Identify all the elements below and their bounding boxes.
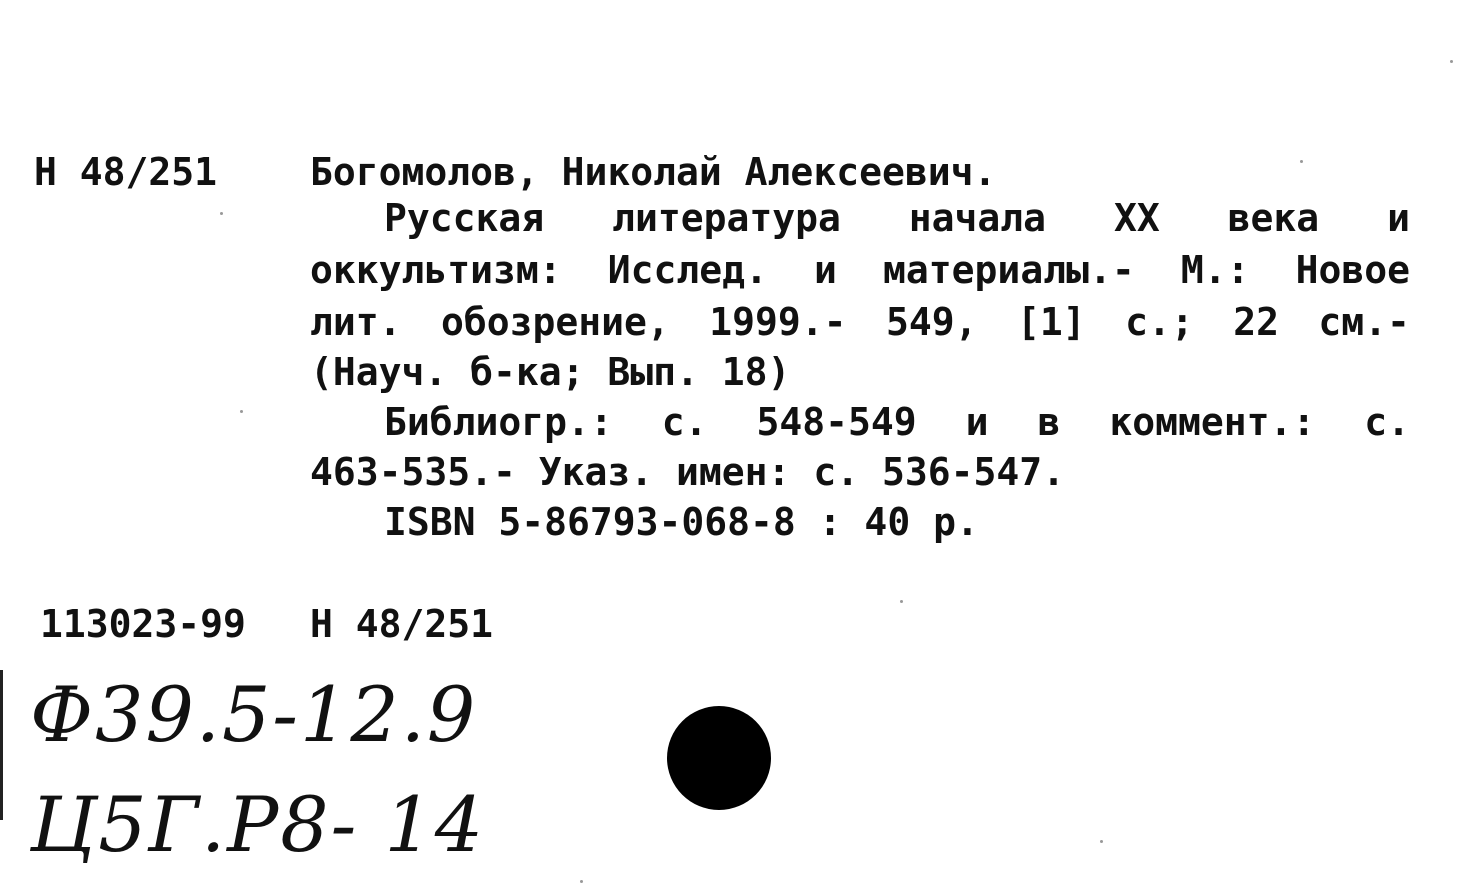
imprint-word: 1999.-	[709, 300, 847, 344]
title-word: Новое	[1295, 248, 1410, 292]
bibliography-note-line-1	[384, 396, 1410, 448]
note-word: коммент.:	[1109, 400, 1316, 444]
note-word: с.	[1364, 400, 1410, 444]
isbn-price: ISBN 5-86793-068-8 : 40 р.	[384, 500, 979, 544]
handwritten-classification: Ф39.5-12.9	[30, 670, 478, 759]
title-word: оккультизм:	[310, 248, 562, 292]
title-line-1	[384, 192, 1410, 244]
title-word: и	[814, 248, 837, 292]
imprint-word: с.;	[1125, 300, 1194, 344]
note-word: 548-549	[756, 400, 917, 444]
bibliography-note-line-2: 463-535.- Указ. имен: с. 536-547.	[310, 450, 1065, 494]
title-line-2	[310, 244, 1410, 296]
imprint-word: 22	[1233, 300, 1279, 344]
scan-speck	[1100, 840, 1103, 843]
title-word: материалы.-	[883, 248, 1135, 292]
note-word: и	[965, 400, 989, 444]
imprint-word: см.-	[1318, 300, 1410, 344]
scan-speck	[240, 410, 243, 413]
scan-speck	[900, 600, 903, 603]
title-word: XX	[1113, 196, 1160, 240]
punch-hole	[667, 706, 771, 810]
title-word: века	[1227, 196, 1320, 240]
note-word: в	[1037, 400, 1061, 444]
title-word: Исслед.	[607, 248, 768, 292]
imprint-line	[310, 296, 1410, 348]
series-note: (Науч. б-ка; Вып. 18)	[310, 350, 791, 394]
scan-speck	[580, 880, 583, 883]
imprint-word: обозрение,	[440, 300, 670, 344]
call-number-bottom: Н 48/251	[310, 602, 494, 646]
title-word: М.:	[1180, 248, 1250, 292]
title-word: начала	[908, 196, 1047, 240]
title-word: Русская	[384, 196, 545, 240]
scan-speck	[1450, 60, 1453, 63]
title-word: и	[1387, 196, 1410, 240]
title-word: литература	[612, 196, 841, 240]
author-heading: Богомолов, Николай Алексеевич.	[310, 150, 997, 194]
imprint-word: 549,	[885, 300, 978, 344]
handwritten-author-mark: Ц5Г.Р8- 14	[30, 780, 486, 869]
note-word: Библиогр.:	[384, 400, 613, 444]
scan-speck	[220, 212, 223, 215]
note-word: с.	[661, 400, 708, 444]
card-edge-mark	[0, 670, 3, 820]
scan-speck	[1300, 160, 1303, 163]
call-number: Н 48/251	[34, 150, 218, 194]
inventory-number: 113023-99	[40, 602, 246, 646]
imprint-word: лит.	[310, 300, 402, 344]
imprint-word: [1]	[1016, 300, 1086, 344]
